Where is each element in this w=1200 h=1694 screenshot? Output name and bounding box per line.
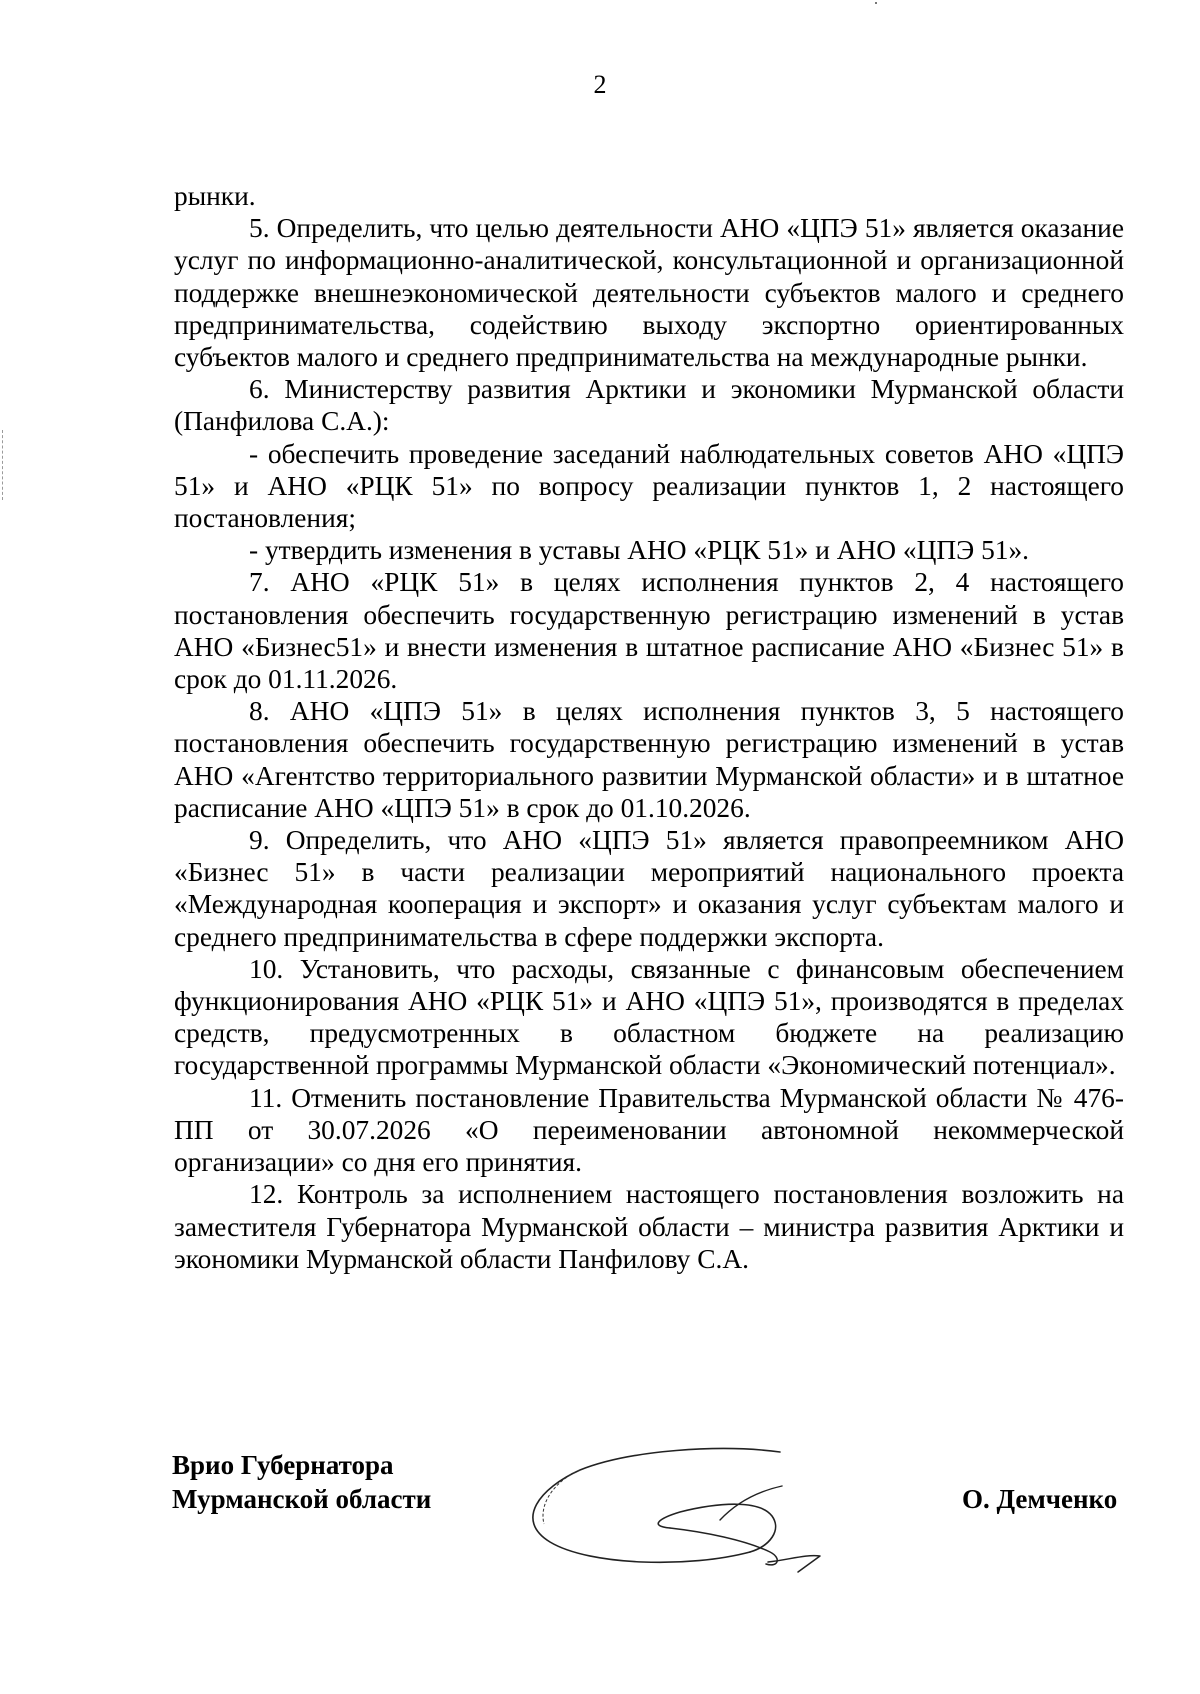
scan-edge-mark (2, 430, 4, 500)
paragraph-item-9: 9. Определить, что АНО «ЦПЭ 51» является правопреемником АНО «Бизнес 51» в части реализации мероприятий национального проекта «Международная кооперация и экспорт» и оказания услуг субъектам малого и среднего предпринимательства в сфере поддержки экспорта. (174, 825, 1124, 952)
signatory-position (172, 1448, 431, 1516)
signatory-position-line-1: Врио Губернатора (172, 1450, 394, 1480)
paragraph-item-6-sub-1: - обеспечить проведение заседаний наблюдательных советов АНО «ЦПЭ 51» и АНО «РЦК 51» по вопросу реализации пунктов 1, 2 настоящего постановления; (174, 438, 1124, 534)
scan-speck (875, 2, 877, 4)
paragraph-continuation: рынки. (174, 181, 256, 211)
paragraph-item-5: 5. Определить, что целью деятельности АНО «ЦПЭ 51» является оказание услуг по информационно-аналитической, консультационной и организационной поддержке внешнеэкономической деятельности субъектов малого и среднего предпринимательства, содействию выходу экспортно ориентированных субъектов малого и среднего предпринимательства на международные рынки. (174, 213, 1124, 373)
paragraph-item-6-sub-2: - утвердить изменения в уставы АНО «РЦК 51» и АНО «ЦПЭ 51». (249, 535, 1030, 566)
paragraph-item-6: 6. Министерству развития Арктики и экономики Мурманской области (Панфилова С.А.): (174, 374, 1124, 437)
paragraph-item-10: 10. Установить, что расходы, связанные с финансовым обеспечением функционирования АНО «РЦК 51» и АНО «ЦПЭ 51», производятся в пределах средств, предусмотренных в областном бюджете на реализацию государственной программы Мурманской области «Экономический потенциал». (174, 953, 1124, 1081)
paragraph-item-8: 8. АНО «ЦПЭ 51» в целях исполнения пунктов 3, 5 настоящего постановления обеспечить государственную регистрацию изменений в устав АНО «Агентство территориального развитии Мурманской области» и в штатное расписание АНО «ЦПЭ 51» в срок до 01.10.2026. (174, 696, 1124, 823)
signatory-name: О. Демченко (962, 1484, 1118, 1514)
page-number: 2 (593, 70, 607, 99)
paragraph-item-7: 7. АНО «РЦК 51» в целях исполнения пунктов 2, 4 настоящего постановления обеспечить государственную регистрацию изменений в устав АНО «Бизнес51» и внести изменения в штатное расписание АНО «Бизнес 51» в срок до 01.11.2026. (174, 567, 1124, 695)
paragraph-item-11: 11. Отменить постановление Правительства Мурманской области № 476-ПП от 30.07.2026 «О переименовании автономной некоммерческой организации» со дня его принятия. (174, 1082, 1124, 1178)
handwritten-signature (520, 1440, 920, 1580)
signatory-position-line-2: Мурманской области (172, 1484, 432, 1514)
document-body (174, 180, 1124, 1275)
paragraph-item-12: 12. Контроль за исполнением настоящего постановления возложить на заместителя Губернатора Мурманской области – министра развития Арктики и экономики Мурманской области Панфилову С.А. (174, 1179, 1124, 1274)
